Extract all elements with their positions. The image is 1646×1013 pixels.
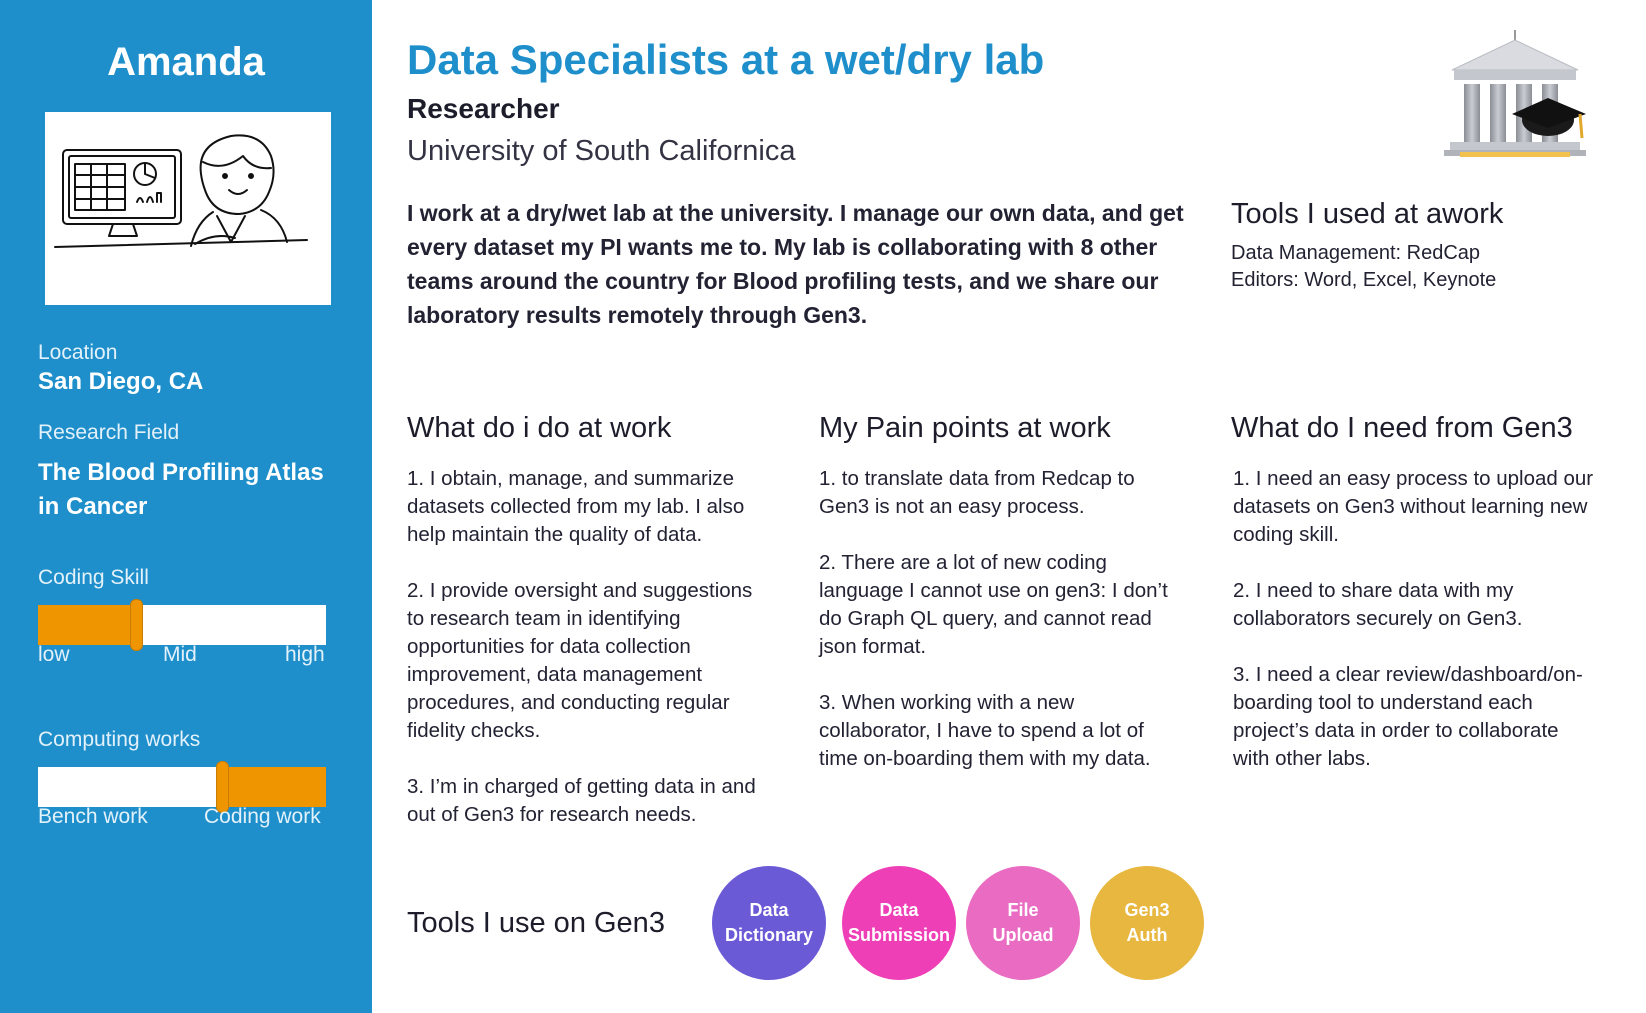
tools-at-work-editors: Editors: Word, Excel, Keynote [1231,269,1497,291]
persona-organization: University of South Californica [407,135,796,167]
coding-skill-handle [130,599,143,651]
tool-gen3-auth: Gen3 Auth [1090,866,1204,980]
pain-points-text: 1. to translate data from Redcap to Gen3 is not an easy process. 2. There are a lot of new coding language I cannot use on gen3: I don’t do Graph QL query, and cannot read json format. 3. When working with a new collaborator, I have to spend a lot of time on-boarding them with my data. [819,467,1168,770]
tools-on-gen3-title: Tools I use on Gen3 [407,907,665,939]
coding-skill-label: Coding Skill [38,566,149,589]
page-title: Data Specialists at a wet/dry lab [407,36,1045,83]
persona-sidebar [0,0,372,1013]
computing-works-right: Coding work [204,805,321,828]
tool-data-submission: Data Submission [842,866,956,980]
coding-skill-mid: Mid [163,643,197,666]
what-i-do-text: 1. I obtain, manage, and summarize datasets collected from my lab. I also help maintain the quality of data. 2. I provide oversight and suggestions to research team in identifying opportunities for data collection improvement, data management procedures, and conducting regular fidelity checks. 3. I’m in charged of getting data in and out of Gen3 for research needs. [407,467,756,826]
coding-skill-high: high [285,643,325,666]
university-icon [1440,28,1600,160]
needs-from-gen3-text: 1. I need an easy process to upload our datasets on Gen3 without learning new coding skill. 2. I need to share data with my collaborators securely on Gen3. 3. I need a clear review/dashboard/on- boarding tool to understand each project’s data in order to collaborate with other labs. [1233,467,1594,770]
coding-skill-bar [38,605,326,645]
persona-name: Amanda [107,40,265,84]
tool-data-dictionary: Data Dictionary [712,866,826,980]
persona-avatar [45,112,331,305]
research-field-value: The Blood Profiling Atlas in Cancer [38,459,324,520]
location-value: San Diego, CA [38,368,204,395]
coding-skill-fill [38,605,136,645]
researcher-sketch-icon [45,112,331,305]
computing-works-left: Bench work [38,805,148,828]
persona-bio: I work at a dry/wet lab at the university. I manage our own data, and get every dataset my PI wants me to. My lab is collaborating with 8 other teams around the country for Blood profiling tests, and we share our laboratory results remotely through Gen3. [407,200,1184,328]
computing-works-bar [38,767,326,807]
research-field-label: Research Field [38,421,180,444]
tool-file-upload: File Upload [966,866,1080,980]
coding-skill-low: low [38,643,70,666]
pain-points-title: My Pain points at work [819,412,1111,444]
computing-works-label: Computing works [38,728,201,751]
tools-at-work-title: Tools I used at awork [1231,198,1504,230]
what-i-do-title: What do i do at work [407,412,672,444]
persona-role: Researcher [407,93,560,124]
tools-at-work-data-management: Data Management: RedCap [1231,242,1481,264]
computing-works-fill [222,767,326,807]
needs-from-gen3-title: What do I need from Gen3 [1231,412,1573,444]
location-label: Location [38,341,118,364]
